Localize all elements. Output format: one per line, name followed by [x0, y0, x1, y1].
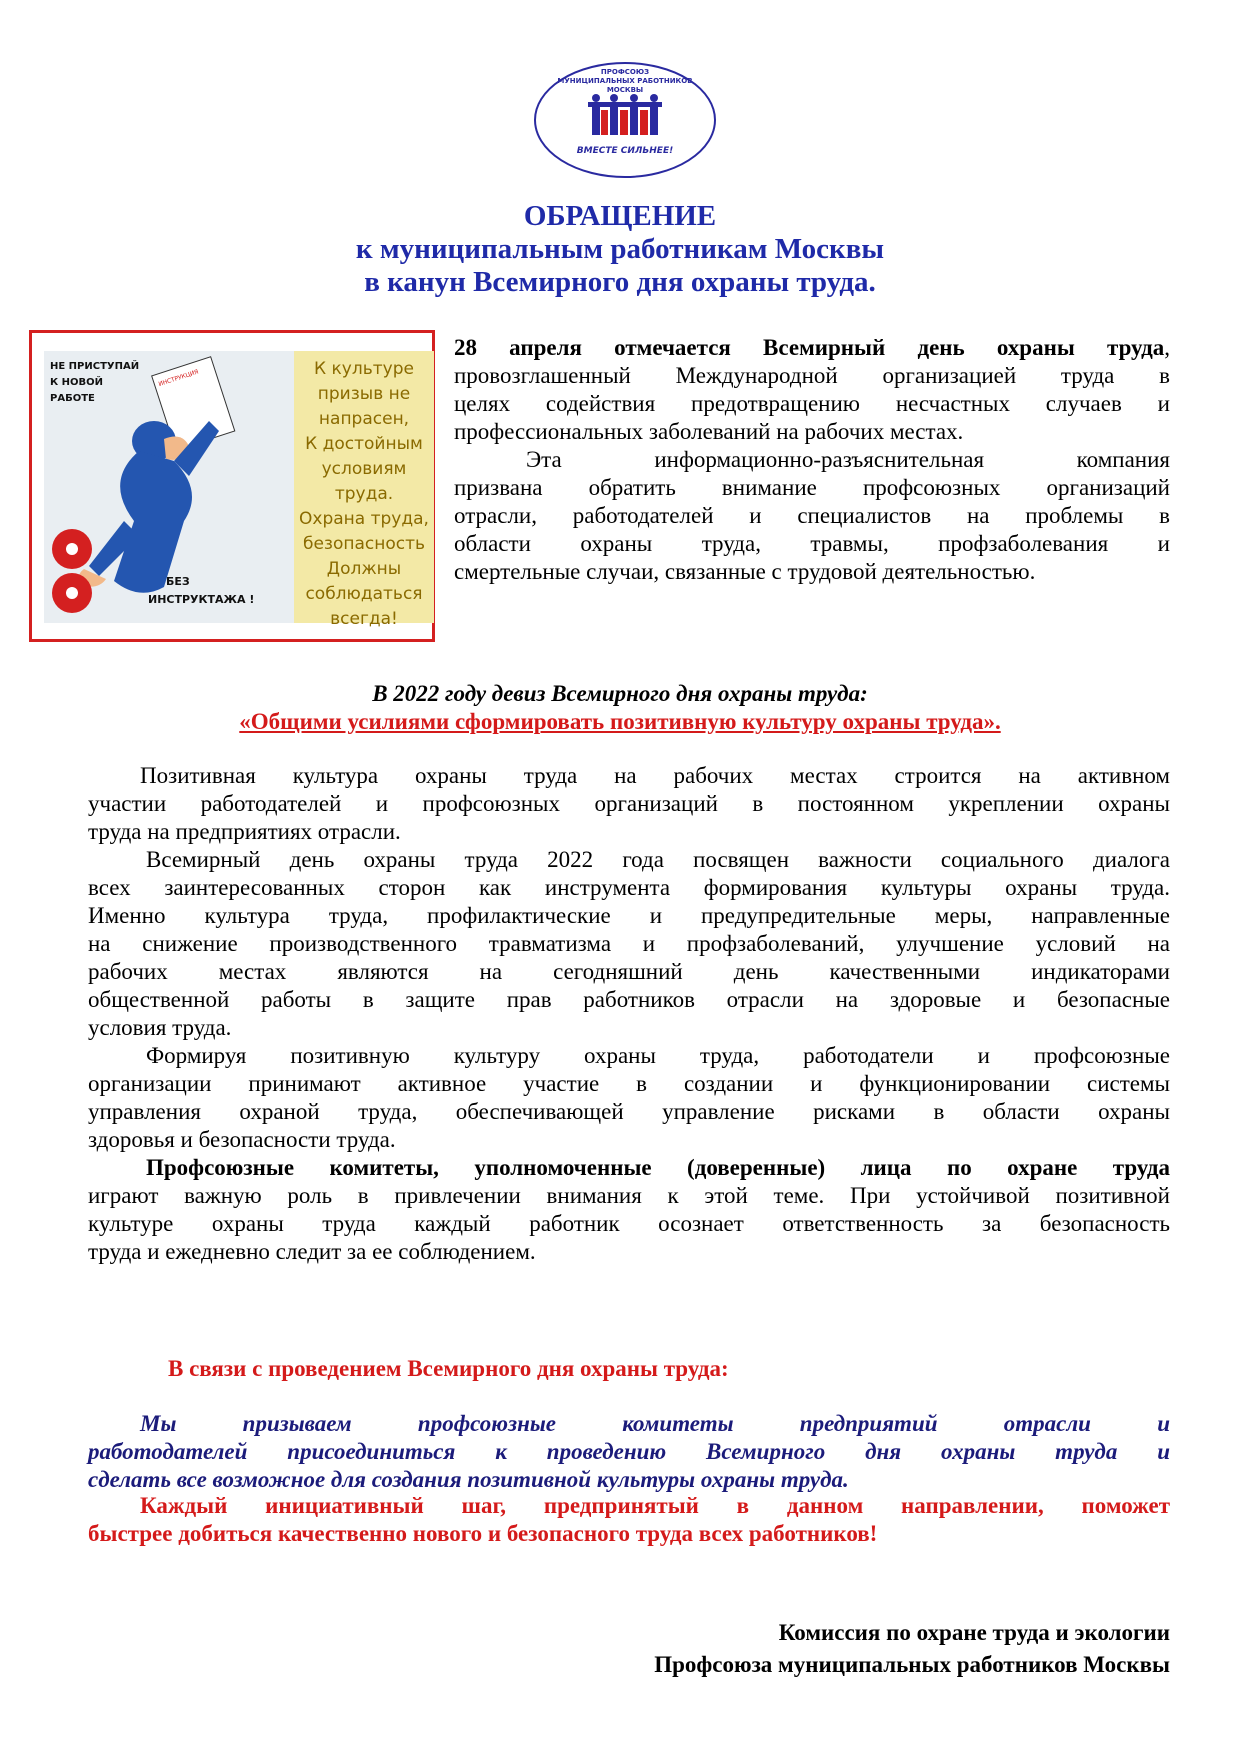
- body-line: Именно культура труда, профилактические и предупредительные меры, направленные: [88, 903, 1170, 928]
- signature: [654, 1617, 1170, 1681]
- svg-text:ВМЕСТЕ СИЛЬНЕЕ!: ВМЕСТЕ СИЛЬНЕЕ!: [576, 146, 674, 156]
- body-line: участии работодателей и профсоюзных организаций в постоянном укреплении охраны: [88, 791, 1170, 816]
- signature-line-2: Профсоюза муниципальных работников Москвы: [654, 1652, 1170, 1677]
- body-line: Формируя позитивную культуру охраны труда, работодатели и профсоюзные: [146, 1043, 1170, 1068]
- body-line: рабочих местах являются на сегодняшний день качественными индикаторами: [88, 959, 1170, 984]
- title-line-2: к муниципальным работникам Москвы: [355, 233, 885, 265]
- title-line-1: ОБРАЩЕНИЕ: [523, 200, 717, 232]
- appeal-paragraph: [88, 1410, 1170, 1494]
- appeal-heading: В связи с проведением Всемирного дня охраны труда:: [168, 1356, 729, 1381]
- intro-line: призвана обратить внимание профсоюзных организаций: [454, 475, 1170, 500]
- body-line: на снижение производственного травматизма и профзаболеваний, улучшение условий на: [88, 931, 1170, 956]
- body-line: организации принимают активное участие в создании и функционировании системы: [88, 1071, 1170, 1096]
- body-line: Позитивная культура охраны труда на рабочих местах строится на активном: [140, 763, 1170, 788]
- body-line-bold: Профсоюзные комитеты, уполномоченные (доверенные) лица по охране труда: [146, 1155, 1170, 1180]
- appeal-line: Мы призываем профсоюзные комитеты предприятий отрасли и: [140, 1411, 1170, 1436]
- motto-heading: В 2022 году девиз Всемирного дня охраны труда:: [372, 681, 868, 706]
- svg-text:ПРОФСОЮЗ: ПРОФСОЮЗ: [600, 68, 650, 76]
- body-line: общественной работы в защите прав работников отрасли на здоровые и безопасные: [88, 987, 1170, 1012]
- body-line: здоровья и безопасности труда.: [88, 1127, 396, 1152]
- body-line: играют важную роль в привлечении внимания к этой теме. При устойчивой позитивной: [88, 1183, 1170, 1208]
- intro-paragraph: [454, 334, 1170, 586]
- svg-text:МУНИЦИПАЛЬНЫХ РАБОТНИКОВ: МУНИЦИПАЛЬНЫХ РАБОТНИКОВ: [557, 77, 693, 85]
- intro-line: целях содействия предотвращению несчастных случаев и: [454, 391, 1170, 416]
- poster-caption-bottom-2: ИНСТРУКТАЖА !: [148, 593, 255, 606]
- body-line: всех заинтересованных сторон как инструмента формирования культуры охраны труда.: [88, 875, 1170, 900]
- document-title: [150, 200, 1090, 299]
- svg-text:ИНСТРУКЦИЯ: ИНСТРУКЦИЯ: [157, 368, 200, 389]
- intro-line: провозглашенный Международной организацией труда в: [454, 363, 1170, 388]
- body-line: управления охраной труда, обеспечивающей управление рисками в области охраны: [88, 1099, 1170, 1124]
- intro-line: 28 апреля отмечается Всемирный день охраны труда,: [454, 335, 1170, 360]
- intro-line: профессиональных заболеваний на рабочих местах.: [454, 419, 964, 444]
- title-line-3: в канун Всемирного дня охраны труда.: [364, 266, 876, 298]
- motto-text: «Общими усилиями сформировать позитивную культуру охраны труда».: [239, 709, 1001, 734]
- appeal-line: работодателей присоединиться к проведению Всемирного дня охраны труда и: [88, 1439, 1170, 1464]
- body-line: условия труда.: [88, 1015, 232, 1040]
- call-line: быстрее добиться качественно нового и безопасного труда всех работников!: [88, 1521, 878, 1546]
- poster-caption-bottom-1: БЕЗ: [166, 575, 190, 588]
- call-line: Каждый инициативный шаг, предпринятый в данном направлении, поможет: [140, 1493, 1170, 1518]
- signature-line-1: Комиссия по охране труда и экологии: [778, 1620, 1170, 1645]
- appeal-line: сделать все возможное для создания позитивной культуры охраны труда.: [88, 1467, 849, 1492]
- poster-verse: К культуре призыв не напрасен, К достойным условиям труда. Охрана труда, безопасность Должны соблюдаться всегда!: [294, 351, 434, 623]
- poster-caption-top-2: К НОВОЙ: [50, 377, 104, 388]
- intro-line: области охраны труда, травмы, профзаболевания и: [454, 531, 1170, 556]
- safety-poster: [29, 330, 435, 642]
- body-line: труда на предприятиях отрасли.: [88, 819, 401, 844]
- intro-line: Эта информационно-разъяснительная компания: [526, 447, 1170, 472]
- body-line: Всемирный день охраны труда 2022 года посвящен важности социального диалога: [146, 847, 1170, 872]
- main-body: [88, 762, 1170, 1266]
- body-line: культуре охраны труда каждый работник осознает ответственность за безопасность: [88, 1211, 1170, 1236]
- call-paragraph: [88, 1492, 1170, 1548]
- intro-line: смертельные случаи, связанные с трудовой деятельностью.: [454, 559, 1036, 584]
- body-line: труда и ежедневно следит за ее соблюдением.: [88, 1239, 536, 1264]
- union-logo: [532, 60, 718, 180]
- poster-caption-top-1: НЕ ПРИСТУПАЙ: [50, 361, 140, 372]
- svg-text:МОСКВЫ: МОСКВЫ: [606, 86, 644, 94]
- poster-caption-top-3: РАБОТЕ: [50, 393, 95, 404]
- poster-illustration: [44, 351, 294, 623]
- intro-line: отрасли, работодателей и специалистов на проблемы в: [454, 503, 1170, 528]
